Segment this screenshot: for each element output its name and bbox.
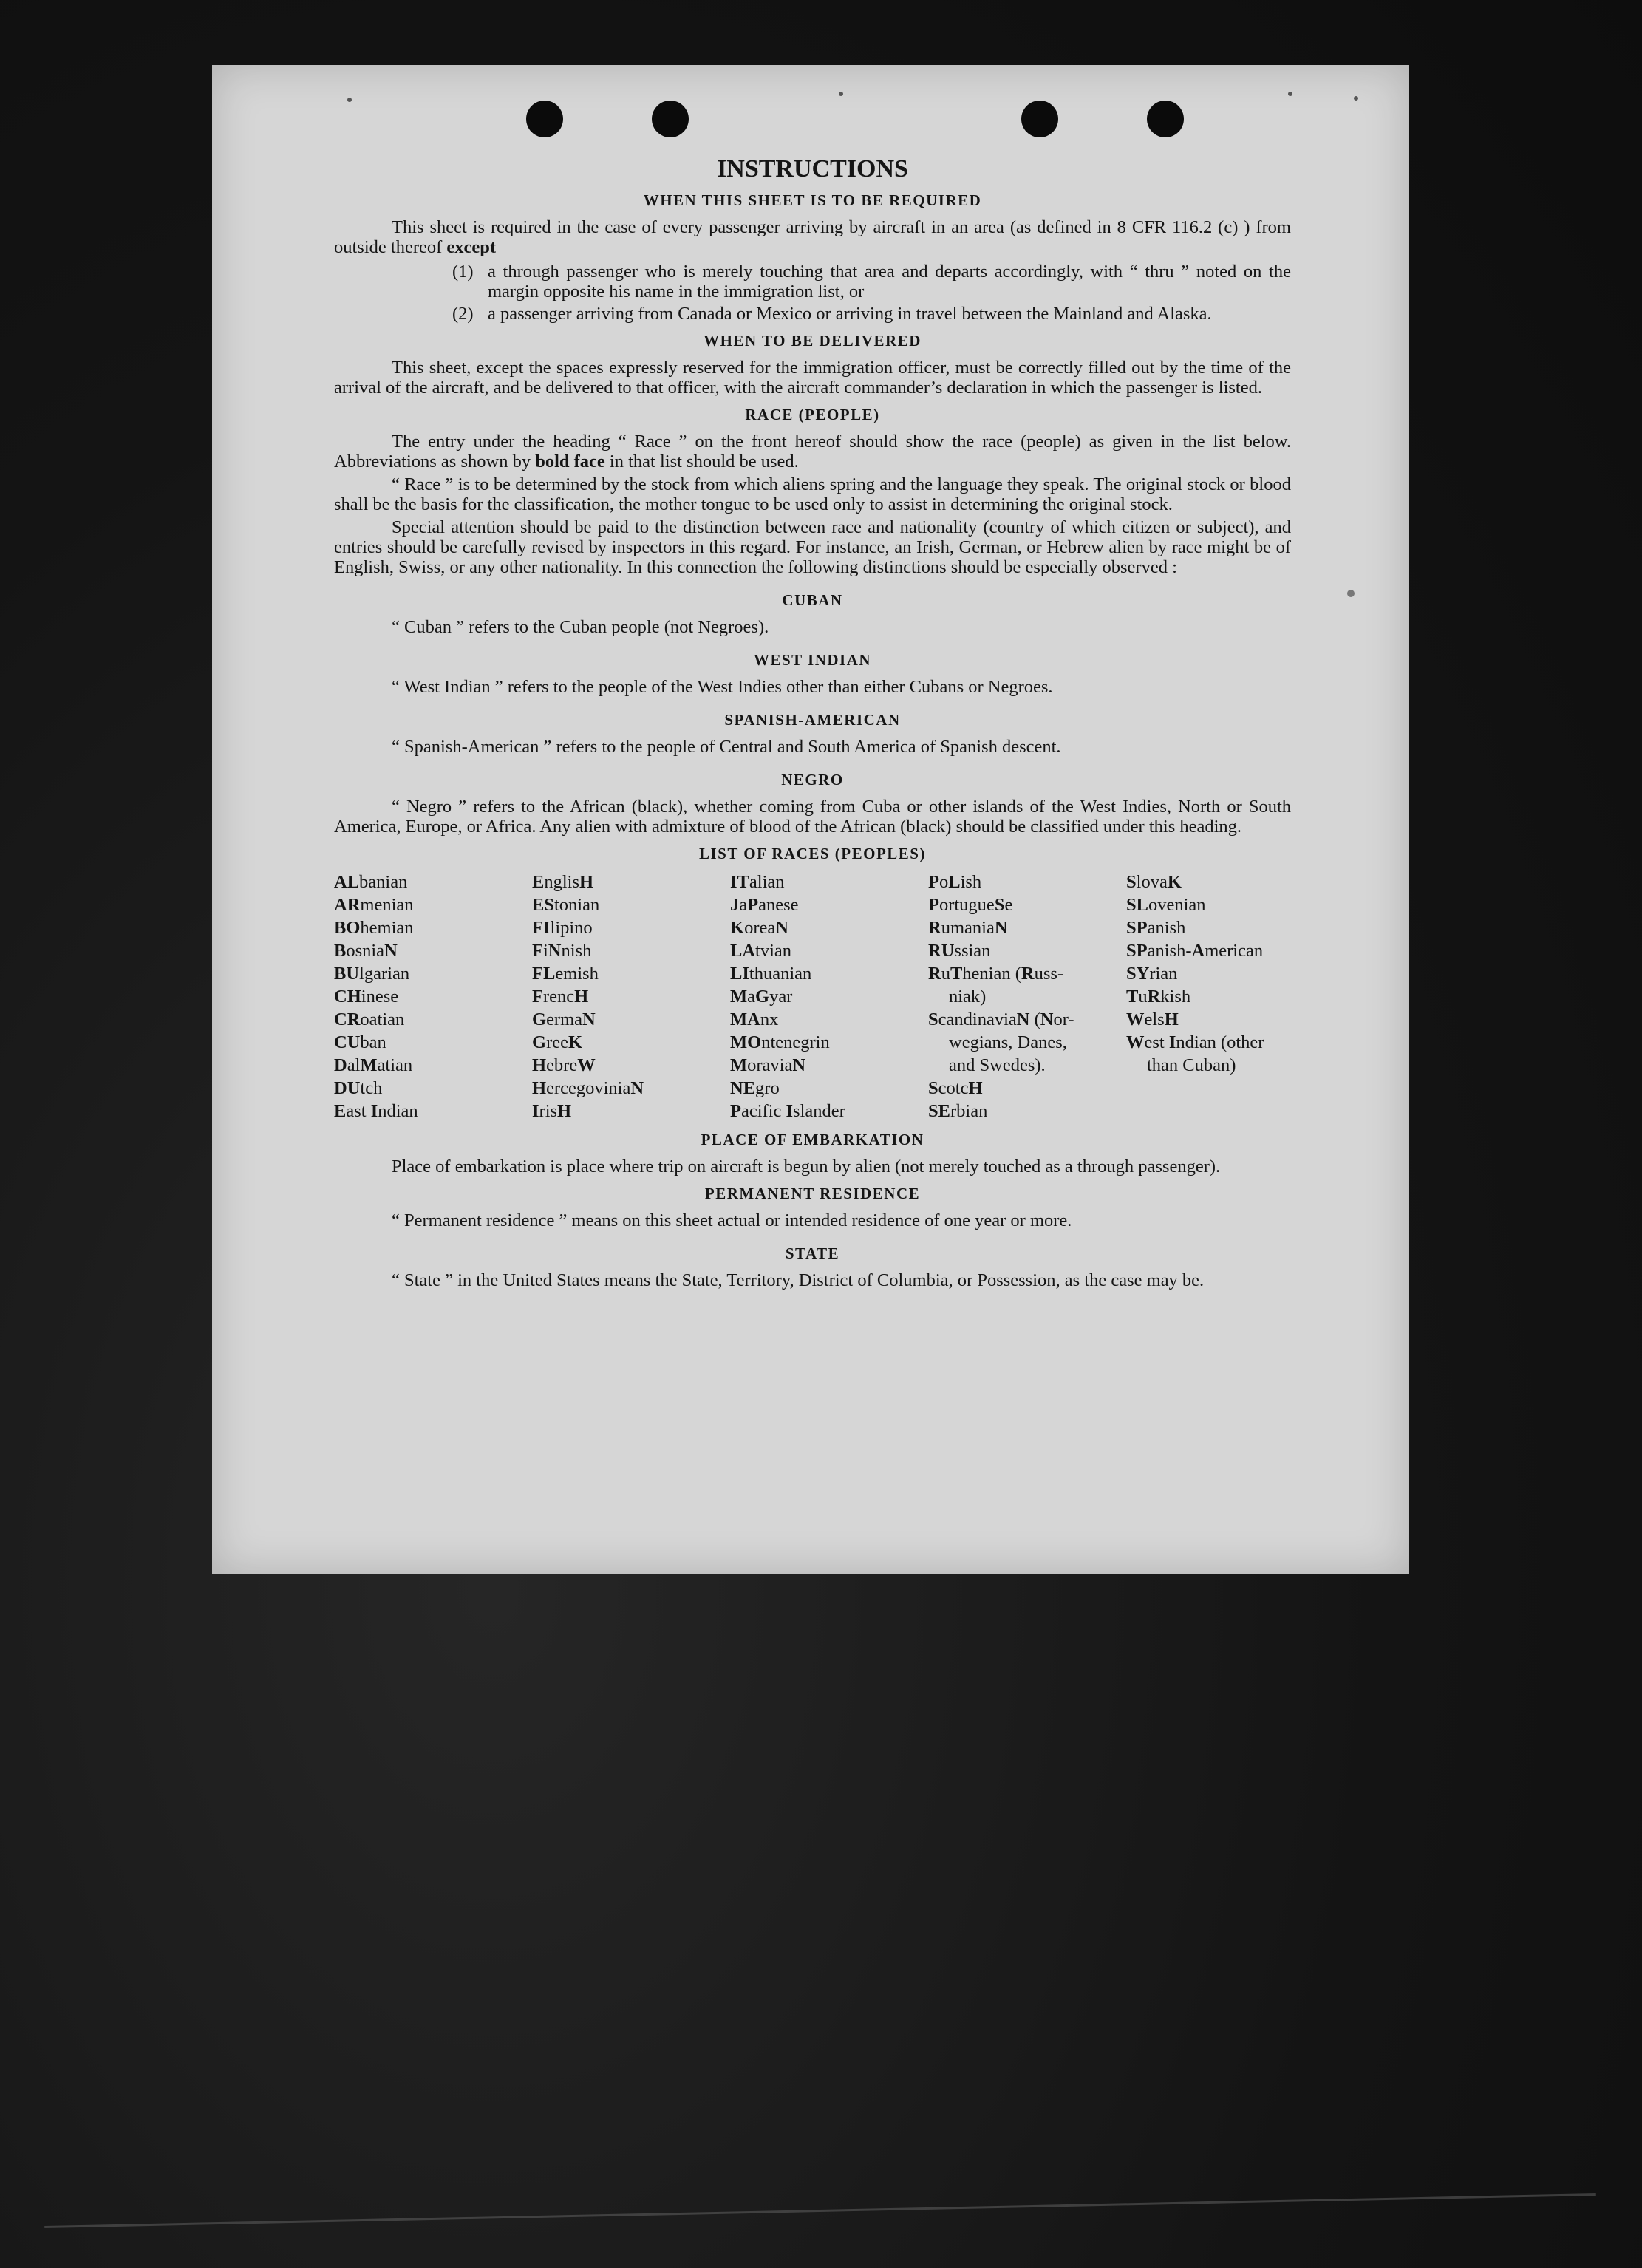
- delivered-text: This sheet, except the spaces expressly reserved for the immigration officer, must be correctly filled out by the time of the arrival of the aircraft, and be delivered to that officer, with the aircraft commander’s declaration in which the passenger is listed.: [334, 358, 1291, 398]
- race-paragraph-1: [334, 432, 1291, 471]
- races-table: [334, 871, 1291, 1123]
- race-entry: FLemish: [532, 964, 599, 984]
- race-entry: SErbian: [928, 1101, 988, 1121]
- race-entry: CHinese: [334, 987, 399, 1007]
- speck: [347, 98, 352, 102]
- race-entry: ScotcH: [928, 1078, 983, 1098]
- residence-text: “ Permanent residence ” means on this sheet actual or intended residence of one year or more.: [392, 1210, 1072, 1230]
- section-heading-residence: PERMANENT RESIDENCE: [704, 1185, 921, 1202]
- race-entry: TuRkish: [1126, 987, 1191, 1007]
- race-paragraph-3: Special attention should be paid to the distinction between race and nationality (country of which citizen or subject), and entries should be carefully revised by inspectors in this regard. For instance, an Irish, German, or Hebrew alien by race might be of English, Swiss, or any other nationality. In this connection the following distinctions should be especially observed :: [334, 517, 1291, 577]
- required-intro-text: This sheet is required in the case of every passenger arriving by aircraft in an area (as defined in 8 CFR 116.2 (c) ) from outside thereof: [334, 217, 1291, 257]
- exception-text: a through passenger who is merely touching that area and departs accordingly, with “ thru ” noted on the margin opposite his name in the immigration list, or: [488, 262, 1291, 302]
- races-column: [1126, 871, 1291, 1123]
- section-heading-required: WHEN THIS SHEET IS TO BE REQUIRED: [643, 191, 982, 209]
- section-heading-state: STATE: [785, 1244, 840, 1262]
- section-heading-west-indian: WEST INDIAN: [753, 651, 872, 669]
- section-heading-races-list: LIST OF RACES (PEOPLES): [699, 845, 926, 862]
- race-entry: BUlgarian: [334, 964, 410, 984]
- instructions-text: [334, 155, 1291, 1290]
- exception-number: (2): [452, 304, 474, 324]
- race-entry: DalMatian: [334, 1055, 413, 1075]
- speck: [1354, 96, 1358, 101]
- section-heading-spanish-american: SPANISH-AMERICAN: [724, 711, 901, 729]
- exception-item: [452, 304, 1291, 324]
- race-entry: wegians, Danes,: [949, 1032, 1067, 1052]
- races-column: [928, 871, 1126, 1123]
- race-entry: MOntenegrin: [730, 1032, 830, 1052]
- section-heading-race: RACE (PEOPLE): [745, 406, 880, 423]
- race-entry: ARmenian: [334, 895, 414, 915]
- race-entry: RumaniaN: [928, 918, 1008, 938]
- punch-hole: [1147, 101, 1184, 137]
- race-entry: FIlipino: [532, 918, 593, 938]
- required-intro: [334, 217, 1291, 257]
- exception-number: (1): [452, 262, 474, 282]
- race-entry: East Indian: [334, 1101, 418, 1121]
- section-heading-delivered: WHEN TO BE DELIVERED: [704, 332, 922, 350]
- punch-hole: [526, 101, 563, 137]
- race-entry: JaPanese: [730, 895, 799, 915]
- race-entry: HercegoviniaN: [532, 1078, 644, 1098]
- race-entry: GreeK: [532, 1032, 583, 1052]
- west-indian-text: “ West Indian ” refers to the people of the West Indies other than either Cubans or Negroes.: [392, 677, 1053, 697]
- punch-hole: [652, 101, 689, 137]
- race-entry: CRoatian: [334, 1009, 405, 1029]
- race-entry: SPanish: [1126, 918, 1186, 938]
- race-entry: FrencH: [532, 987, 589, 1007]
- race-paragraph-2: “ Race ” is to be determined by the stock from which aliens spring and the language they speak. The original stock or blood shall be the basis for the classification, the mother tongue to be used only to assist in determining the original stock.: [334, 474, 1291, 514]
- exception-list: [452, 262, 1291, 324]
- race-entry: GermaN: [532, 1009, 596, 1029]
- speck: [1288, 92, 1292, 96]
- document-sheet: [212, 65, 1409, 1574]
- races-column: [532, 871, 730, 1123]
- race-entry: PortugueSe: [928, 895, 1013, 915]
- race-entry: FiNnish: [532, 941, 592, 961]
- except-word: except: [446, 237, 497, 257]
- negro-text: “ Negro ” refers to the African (black), whether coming from Cuba or other islands of the West Indies, North or South America, Europe, or Africa. Any alien with admixture of blood of the African (black) should be classified under this heading.: [334, 797, 1291, 837]
- race-entry: IrisH: [532, 1101, 572, 1121]
- punch-hole: [1021, 101, 1058, 137]
- race-entry: Pacific Islander: [730, 1101, 845, 1121]
- race-entry: EnglisH: [532, 872, 594, 892]
- embarkation-text: Place of embarkation is place where trip on aircraft is begun by alien (not merely touched as a through passenger).: [392, 1157, 1221, 1176]
- race-entry: SLovenian: [1126, 895, 1206, 915]
- spanish-american-text: “ Spanish-American ” refers to the people of Central and South America of Spanish descent.: [392, 737, 1061, 757]
- film-edge-line: [44, 2193, 1596, 2228]
- bold-face-word: bold face: [535, 452, 605, 471]
- race-entry: HebreW: [532, 1055, 596, 1075]
- race-entry: ITalian: [730, 872, 785, 892]
- race-entry: than Cuban): [1147, 1055, 1236, 1075]
- race-entry: LAtvian: [730, 941, 792, 961]
- race-entry: RUssian: [928, 941, 991, 961]
- race-entry: PoLish: [928, 872, 982, 892]
- race-entry: EStonian: [532, 895, 600, 915]
- cuban-text: “ Cuban ” refers to the Cuban people (not Negroes).: [392, 617, 769, 637]
- exception-item: [452, 262, 1291, 302]
- section-heading-negro: NEGRO: [781, 771, 844, 789]
- speck: [839, 92, 843, 96]
- exception-text: a passenger arriving from Canada or Mexico or arriving in travel between the Mainland and Alaska.: [488, 304, 1212, 324]
- race-entry: SPanish-American: [1126, 941, 1264, 961]
- race-entry: KoreaN: [730, 918, 788, 938]
- race-entry: WelsH: [1126, 1009, 1179, 1029]
- race-entry: DUtch: [334, 1078, 383, 1098]
- races-column: [334, 871, 532, 1123]
- race-entry: MaGyar: [730, 987, 793, 1007]
- races-column: [730, 871, 928, 1123]
- state-text: “ State ” in the United States means the State, Territory, District of Columbia, or Possession, as the case may be.: [392, 1270, 1205, 1290]
- race-entry: West Indian (other: [1126, 1032, 1264, 1052]
- race-entry: LIthuanian: [730, 964, 812, 984]
- section-heading-embarkation: PLACE OF EMBARKATION: [701, 1131, 924, 1148]
- race-entry: CUban: [334, 1032, 386, 1052]
- race-entry: BOhemian: [334, 918, 414, 938]
- race-entry: SYrian: [1126, 964, 1178, 984]
- page-title: INSTRUCTIONS: [717, 155, 908, 183]
- race-entry: SlovaK: [1126, 872, 1182, 892]
- race-entry: niak): [949, 987, 987, 1007]
- race-entry: NEgro: [730, 1078, 780, 1098]
- speck: [1347, 590, 1355, 597]
- race-entry: ScandinaviaN (Nor-: [928, 1009, 1074, 1029]
- race-entry: and Swedes).: [949, 1055, 1046, 1075]
- race-entry: RuThenian (Russ-: [928, 964, 1064, 984]
- race-entry: MAnx: [730, 1009, 779, 1029]
- race-paragraph-1-end: in that list should be used.: [609, 452, 799, 471]
- section-heading-cuban: CUBAN: [782, 591, 843, 609]
- race-entry: ALbanian: [334, 872, 408, 892]
- race-entry: MoraviaN: [730, 1055, 806, 1075]
- race-paragraph-1-text: The entry under the heading “ Race ” on the front hereof should show the race (people) as given in the list below. Abbreviations as shown by: [334, 432, 1291, 471]
- race-entry: BosniaN: [334, 941, 398, 961]
